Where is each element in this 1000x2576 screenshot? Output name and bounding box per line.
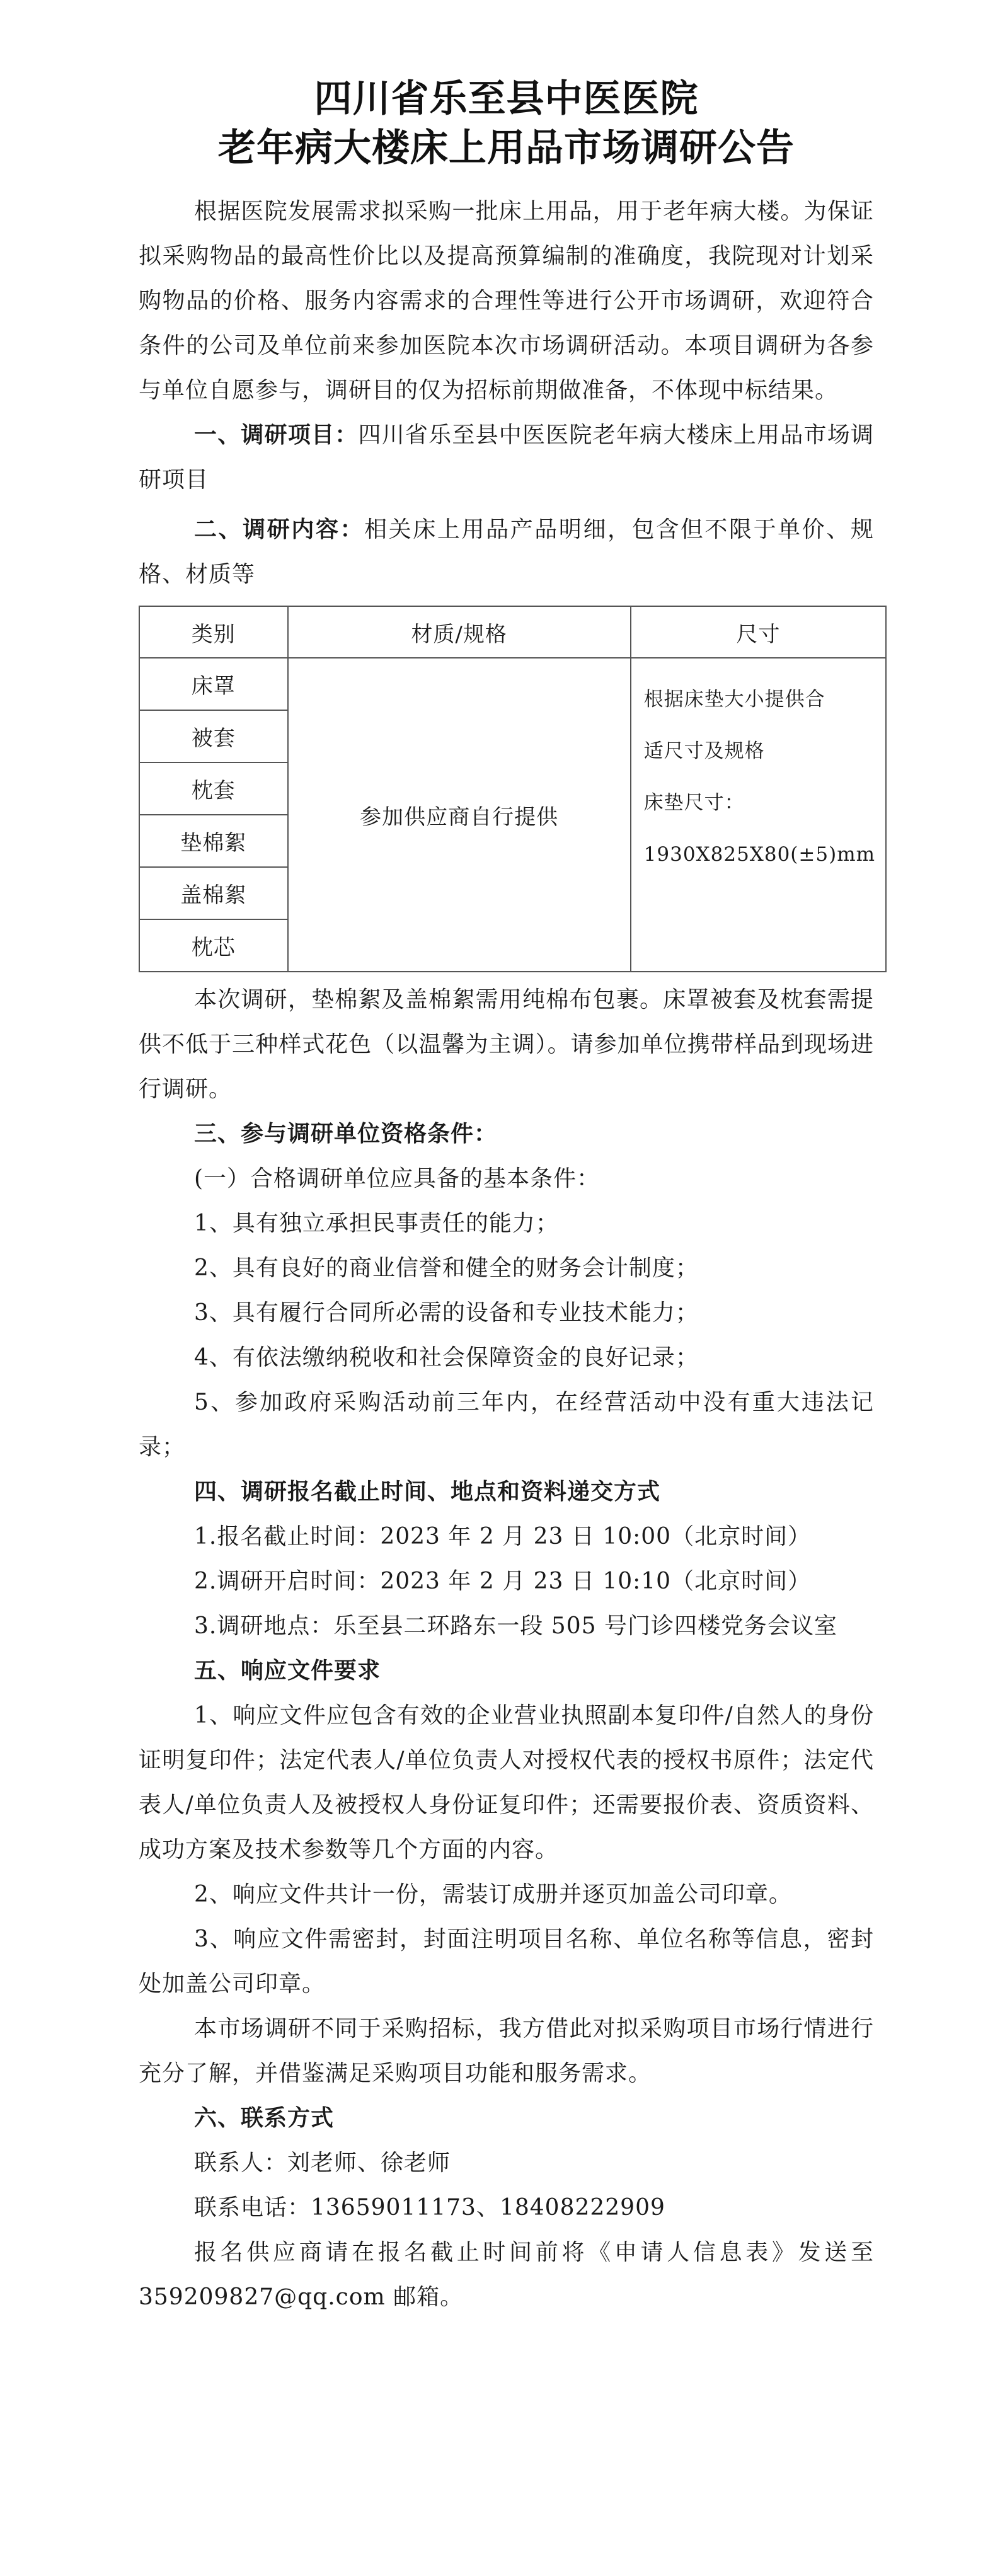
response-requirement-item: 3、响应文件需密封，封面注明项目名称、单位名称等信息，密封处加盖公司印章。 <box>139 1926 874 1997</box>
size-line: 适尺寸及规格 <box>643 740 765 762</box>
header-material: 材质/规格 <box>288 606 631 658</box>
qualification-item: 5、参加政府采购活动前三年内，在经营活动中没有重大违法记录； <box>139 1389 874 1460</box>
deadline-item: 1.报名截止时间：2023 年 2 月 23 日 10:00（北京时间） <box>194 1524 812 1550</box>
section-2-heading: 二、调研内容 <box>194 517 340 543</box>
section-3-heading: 三、参与调研单位资格条件： <box>194 1121 498 1147</box>
header-size: 尺寸 <box>631 606 886 658</box>
section-1-text: 四川省乐至县中医医院老年病大楼床上用品市场调研项目 <box>139 422 874 493</box>
qualification-item: 3、具有履行合同所必需的设备和专业技术能力； <box>194 1300 699 1326</box>
section-1-paragraph <box>139 413 874 502</box>
section-2-paragraph <box>139 507 874 597</box>
opening-time-item: 2.调研开启时间：2023 年 2 月 23 日 10:10（北京时间） <box>194 1568 812 1594</box>
category-cell: 盖棉絮 <box>139 867 288 919</box>
category-cell: 床罩 <box>139 658 288 710</box>
response-requirement-item: 1、响应文件应包含有效的企业营业执照副本复印件/自然人的身份证明复印件；法定代表人/单位负责人对授权代表的授权书原件；法定代表人/单位负责人及被授权人身份证复印件；还需要报价表、资质资料、成功方案及技术参数等几个方面的内容。 <box>139 1703 874 1863</box>
response-requirement-item: 2、响应文件共计一份，需装订成册并逐页加盖公司印章。 <box>194 1882 792 1907</box>
qualification-item: 2、具有良好的商业信誉和健全的财务会计制度； <box>194 1255 699 1281</box>
size-line: 床垫尺寸： <box>643 791 745 814</box>
contact-phone: 联系电话：13659011173、18408222909 <box>194 2195 665 2221</box>
size-line: 根据床垫大小提供合 <box>643 688 825 711</box>
product-spec-table <box>139 606 887 972</box>
table-header-row <box>139 606 886 658</box>
contact-person: 联系人：刘老师、徐老师 <box>194 2150 451 2176</box>
title-line-2: 老年病大楼床上用品市场调研公告 <box>218 126 795 170</box>
closing-paragraph: 本市场调研不同于采购招标，我方借此对拟采购项目市场行情进行充分了解，并借鉴满足采购项目功能和服务需求。 <box>139 2016 874 2086</box>
qualification-item: 4、有依法缴纳税收和社会保障资金的良好记录； <box>194 1345 699 1371</box>
section-2-text: 相关床上用品产品明细，包含但不限于单价、规格、材质等 <box>139 517 874 587</box>
section-1-heading: 一、调研项目 <box>194 422 335 448</box>
category-cell: 垫棉絮 <box>139 815 288 867</box>
category-cell: 枕芯 <box>139 919 288 972</box>
section-3-subheading: (一）合格调研单位应具备的基本条件： <box>194 1166 601 1192</box>
section-1-colon: ： <box>335 422 359 448</box>
size-line: 1930X825X80(±5)mm <box>643 843 875 866</box>
sample-note-paragraph: 本次调研，垫棉絮及盖棉絮需用纯棉布包裹。床罩被套及枕套需提供不低于三种样式花色（以温馨为主调）。请参加单位携带样品到现场进行调研。 <box>139 987 874 1102</box>
category-cell: 被套 <box>139 710 288 762</box>
section-2-colon: ： <box>340 517 365 543</box>
section-6-heading: 六、联系方式 <box>194 2105 335 2131</box>
material-cell: 参加供应商自行提供 <box>288 658 631 972</box>
location-item: 3.调研地点：乐至县二环路东一段 505 号门诊四楼党务会议室 <box>194 1613 837 1639</box>
section-5-heading: 五、响应文件要求 <box>194 1658 381 1684</box>
category-cell: 枕套 <box>139 762 288 815</box>
qualification-item: 1、具有独立承担民事责任的能力； <box>194 1210 559 1236</box>
title-line-1: 四川省乐至县中医医院 <box>314 77 699 121</box>
intro-paragraph: 根据医院发展需求拟采购一批床上用品，用于老年病大楼。为保证拟采购物品的最高性价比以及提高预算编制的准确度，我院现对计划采购物品的价格、服务内容需求的合理性等进行公开市场调研，欢迎符合条件的公司及单位前来参加医院本次市场调研活动。本项目调研为各参与单位自愿参与，调研目的仅为招标前期做准备，不体现中标结果。 <box>139 198 874 403</box>
document-title <box>139 74 874 173</box>
table-row <box>139 658 886 710</box>
header-category: 类别 <box>139 606 288 658</box>
submission-note: 报名供应商请在报名截止时间前将《申请人信息表》发送至 359209827@qq.com 邮箱。 <box>139 2240 874 2310</box>
section-4-heading: 四、调研报名截止时间、地点和资料递交方式 <box>194 1479 661 1505</box>
size-cell <box>631 658 886 972</box>
